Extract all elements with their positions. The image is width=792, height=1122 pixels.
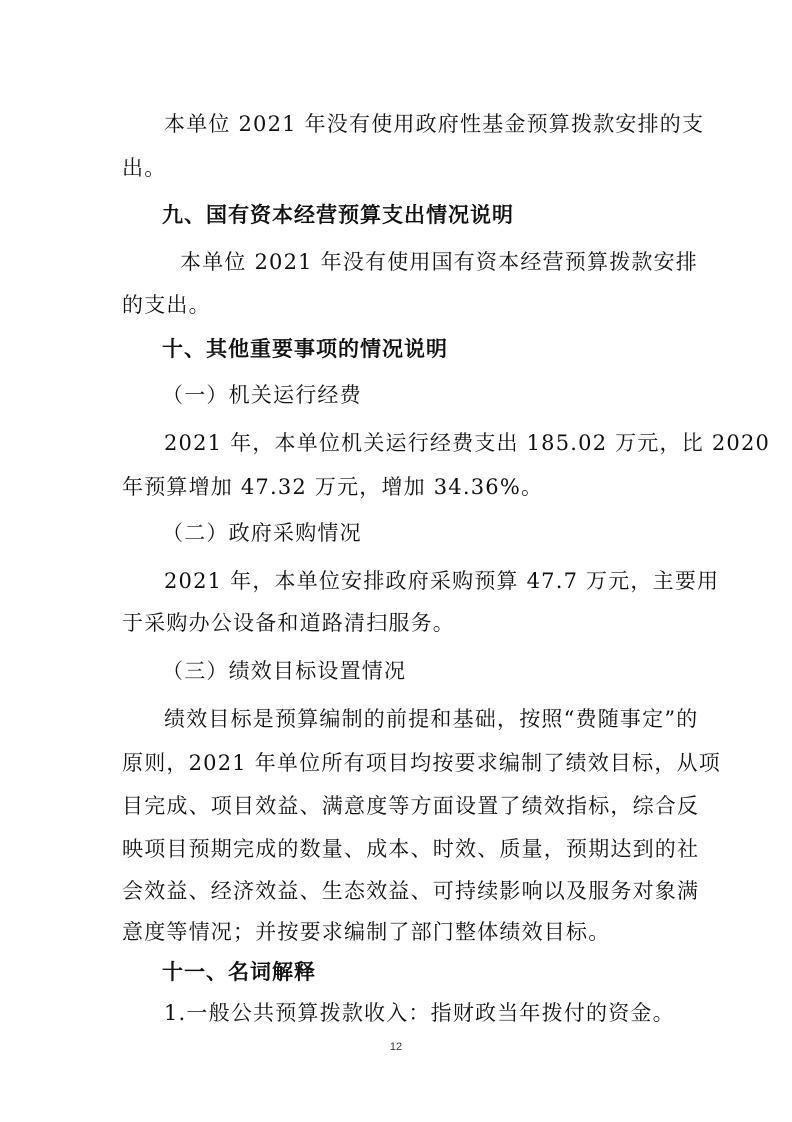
para-operating-line-2: 年预算增加 47.32 万元，增加 34.36%。 (122, 475, 544, 499)
subheading-performance-goals: （三）绩效目标设置情况 (162, 659, 407, 683)
heading-section-10: 十、其他重要事项的情况说明 (162, 337, 448, 361)
para-performance-line-2: 原则，2021 年单位所有项目均按要求编制了绩效目标，从项 (122, 751, 721, 775)
subheading-operating-expenses: （一）机关运行经费 (162, 383, 362, 407)
para-performance-line-5: 会效益、经济效益、生态效益、可持续影响以及服务对象满 (122, 879, 700, 903)
para-glossary-item-1: 1.一般公共预算拨款收入：指财政当年拨付的资金。 (164, 1001, 675, 1025)
para-performance-line-1: 绩效目标是预算编制的前提和基础，按照“费随事定”的 (164, 707, 699, 731)
para-performance-line-4: 映项目预期完成的数量、成本、时效、质量，预期达到的社 (122, 837, 700, 861)
para-govfund-line-2: 出。 (122, 156, 167, 180)
page-number: 12 (389, 1041, 403, 1053)
para-performance-line-3: 目完成、项目效益、满意度等方面设置了绩效指标，综合反 (122, 794, 700, 818)
para-govfund-line-1: 本单位 2021 年没有使用政府性基金预算拨款安排的支 (164, 112, 705, 136)
para-statecapital-line-2: 的支出。 (122, 293, 211, 317)
para-performance-line-6: 意度等情况；并按要求编制了部门整体绩效目标。 (122, 920, 611, 944)
para-statecapital-line-1: 本单位 2021 年没有使用国有资本经营预算拨款安排 (180, 250, 698, 274)
subheading-procurement: （二）政府采购情况 (162, 521, 362, 545)
para-operating-line-1: 2021 年，本单位机关运行经费支出 185.02 万元，比 2020 (164, 431, 771, 455)
heading-section-11: 十一、名词解释 (162, 960, 316, 984)
para-procurement-line-2: 于采购办公设备和道路清扫服务。 (122, 611, 455, 635)
para-procurement-line-1: 2021 年，本单位安排政府采购预算 47.7 万元，主要用 (164, 569, 720, 593)
heading-section-9: 九、国有资本经营预算支出情况说明 (162, 203, 514, 227)
